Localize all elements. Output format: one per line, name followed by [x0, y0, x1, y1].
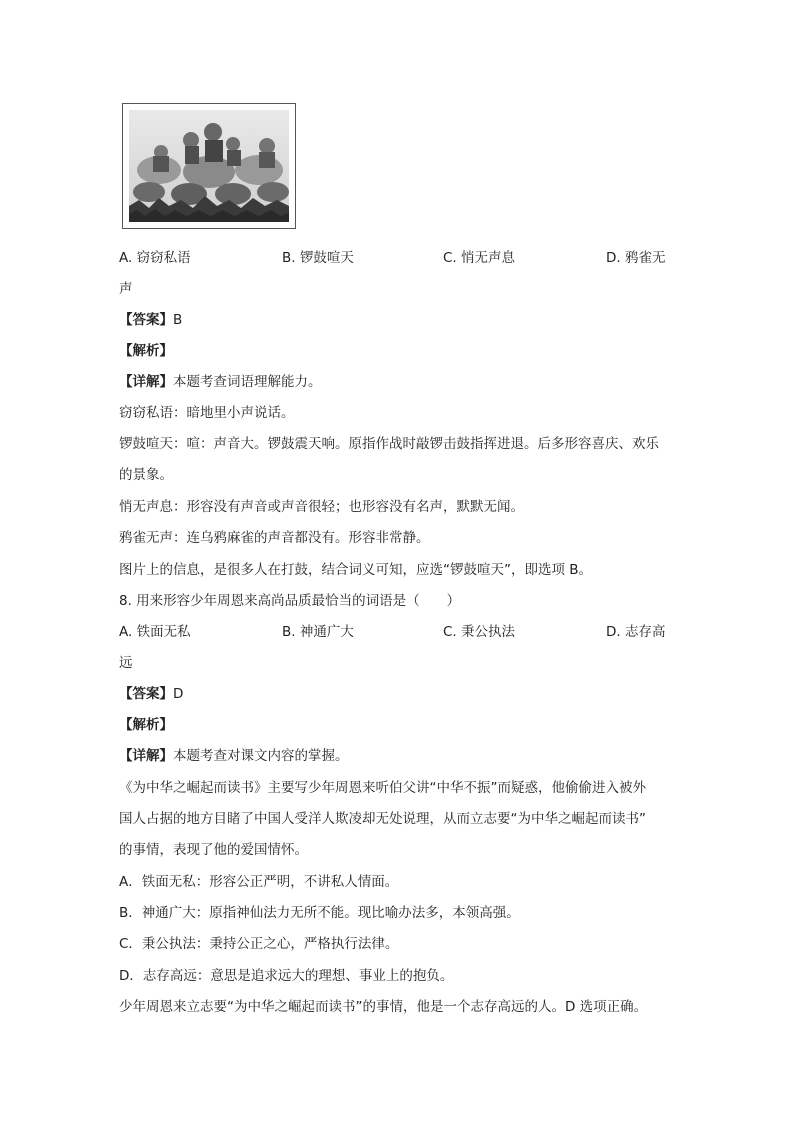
q7-option-d: D. 鸦雀无 [606, 250, 666, 266]
answer-label: 【答案】 [119, 312, 173, 328]
q8-detail [119, 746, 349, 766]
q8-line: C．秉公执法：秉持公正之心，严格执行法律。 [119, 936, 399, 952]
q7-detail [119, 372, 322, 392]
q8-line: 《为中华之崛起而读书》主要写少年周恩来听伯父讲“中华不振”而疑惑，他偷偷进入被外 [119, 780, 646, 796]
q8-analysis-label: 【解析】 [119, 717, 173, 733]
q7-line: 的景象。 [119, 467, 173, 483]
q8-line: D．志存高远：意思是追求远大的理想、事业上的抱负。 [119, 968, 454, 984]
q8-answer [119, 684, 183, 704]
drummers-photo-icon [129, 110, 289, 222]
detail-label: 【详解】 [119, 374, 173, 390]
q7-line: 图片上的信息，是很多人在打鼓，结合词义可知，应选“锣鼓喧天”，即选项 B。 [119, 562, 593, 578]
q8-option-d-wrap: 远 [119, 655, 133, 671]
answer-value: D [173, 686, 184, 702]
q8-line: B．神通广大：原指神仙法力无所不能。现比喻办法多，本领高强。 [119, 905, 520, 921]
answer-value: B [173, 312, 183, 328]
question-image-drummers [122, 103, 296, 229]
detail-text: 本题考查词语理解能力。 [173, 374, 322, 390]
q8-line: 国人占据的地方目睹了中国人受洋人欺凌却无处说理，从而立志要“为中华之崛起而读书” [119, 811, 646, 827]
q7-line: 窃窃私语：暗地里小声说话。 [119, 405, 295, 421]
q8-question: 8. 用来形容少年周恩来高尚品质最恰当的词语是（ ） [119, 593, 461, 609]
q7-line: 锣鼓喧天：喧：声音大。锣鼓震天响。原指作战时敲锣击鼓指挥进退。后多形容喜庆、欢乐 [119, 436, 659, 452]
q8-option-d: D. 志存高 [606, 624, 666, 640]
detail-text: 本题考查对课文内容的掌握。 [173, 748, 349, 764]
q8-line: A．铁面无私：形容公正严明，不讲私人情面。 [119, 874, 399, 890]
q7-line: 鸦雀无声：连乌鸦麻雀的声音都没有。形容非常静。 [119, 530, 430, 546]
q7-option-b: B. 锣鼓喧天 [282, 250, 354, 266]
q7-line: 悄无声息：形容没有声音或声音很轻；也形容没有名声，默默无闻。 [119, 499, 524, 515]
q8-option-c: C. 秉公执法 [443, 624, 516, 640]
q7-analysis-label: 【解析】 [119, 343, 173, 359]
q7-answer [119, 310, 182, 330]
q8-option-a: A. 铁面无私 [119, 624, 191, 640]
q8-option-b: B. 神通广大 [282, 624, 354, 640]
answer-label: 【答案】 [119, 686, 173, 702]
q7-option-d-wrap: 声 [119, 281, 133, 297]
detail-label: 【详解】 [119, 748, 173, 764]
q7-option-c: C. 悄无声息 [443, 250, 516, 266]
q8-line: 少年周恩来立志要“为中华之崛起而读书”的事情，他是一个志存高远的人。D 选项正确。 [119, 999, 648, 1015]
q7-option-a: A. 窃窃私语 [119, 250, 191, 266]
q8-line: 的事情，表现了他的爱国情怀。 [119, 842, 308, 858]
